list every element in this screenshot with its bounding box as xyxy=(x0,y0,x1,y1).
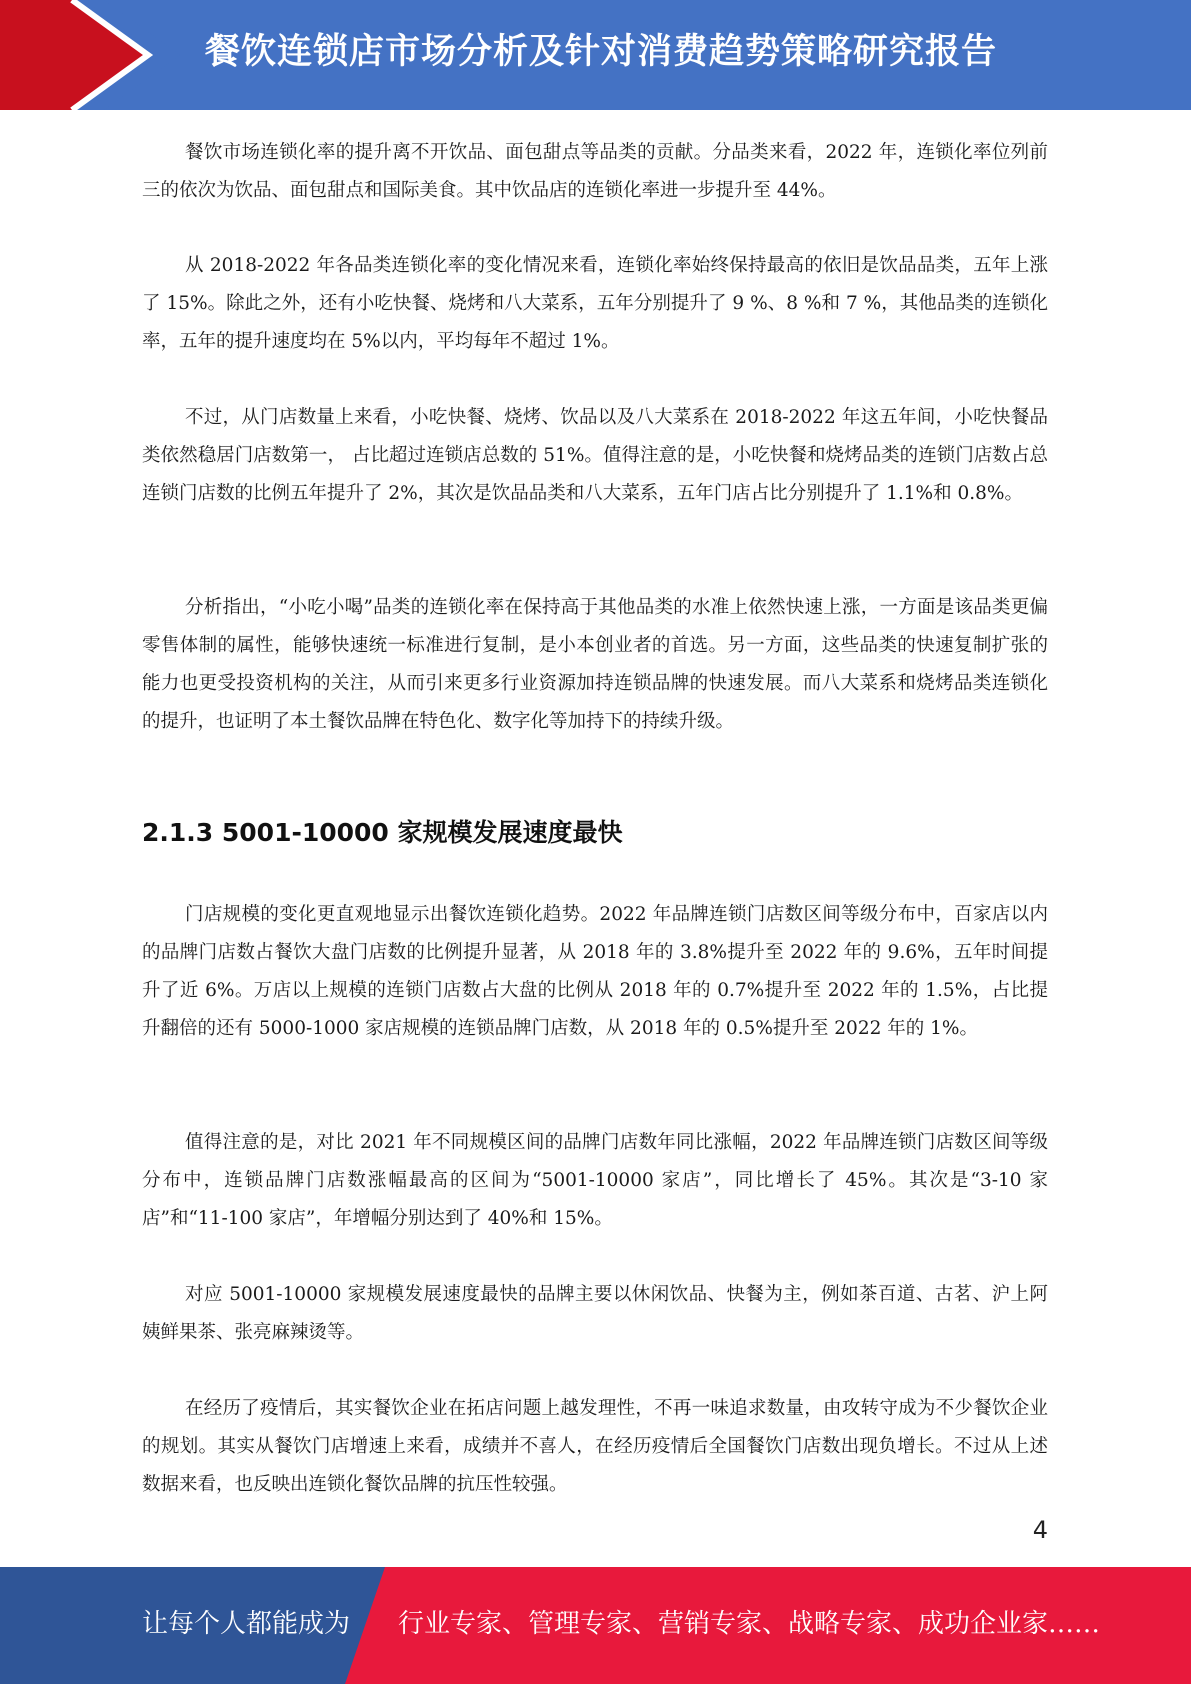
paragraph-4: 分析指出，“小吃小喝”品类的连锁化率在保持高于其他品类的水准上依然快速上涨，一方面是该品类更偏零售体制的属性，能够快速统一标准进行复制，是小本创业者的首选。另一方面，这些品类的快速复制扩张的能力也更受投资机构的关注，从而引来更多行业资源加持连锁品牌的快速发展。而八大菜系和烧烤品类连锁化的提升，也证明了本土餐饮品牌在特色化、数字化等加持下的持续升级。 xyxy=(142,597,1048,732)
section-paragraph-1: 门店规模的变化更直观地显示出餐饮连锁化趋势。2022 年品牌连锁门店数区间等级分布中，百家店以内的品牌门店数占餐饮大盘门店数的比例提升显著，从 2018 年的 3.8%提升至 2022 年的 9.6%，五年时间提升了近 6%。万店以上规模的连锁门店数占大盘的比例从 2018 年的 0.7%提升至 2022 年的 1.5%，占比提升翻倍的还有 5000-1000 家店规模的连锁品牌门店数，从 2018 年的 0.5%提升至 2022 年的 1%。 xyxy=(142,904,1048,1039)
document-title: 餐饮连锁店市场分析及针对消费趋势策略研究报告 xyxy=(205,32,998,72)
section-paragraph-3: 对应 5001-10000 家规模发展速度最快的品牌主要以休闲饮品、快餐为主，例如茶百道、古茗、沪上阿姨鲜果茶、张亮麻辣烫等。 xyxy=(142,1284,1048,1343)
page-number: 4 xyxy=(1032,1516,1048,1544)
footer-slogan-left: 让每个人都能成为 xyxy=(142,1609,351,1639)
paragraph-3: 不过，从门店数量上来看，小吃快餐、烧烤、饮品以及八大菜系在 2018-2022 年这五年间，小吃快餐品类依然稳居门店数第一， 占比超过连锁店总数的 51%。值得注意的是，小吃快餐和烧烤品类的连锁门店数占总连锁门店数的比例五年提升了 2%，其次是饮品品类和八大菜系，五年门店占比分别提升了 1.1%和 0.8%。 xyxy=(142,407,1048,504)
footer-slogan-right: 行业专家、管理专家、营销专家、战略专家、成功企业家…… xyxy=(398,1609,1101,1639)
header-banner xyxy=(0,0,1191,110)
paragraph-2: 从 2018-2022 年各品类连锁化率的变化情况来看，连锁化率始终保持最高的依旧是饮品品类，五年上涨了 15%。除此之外，还有小吃快餐、烧烤和八大菜系，五年分别提升了 9 %、8 %和 7 %，其他品类的连锁化率，五年的提升速度均在 5%以内，平均每年不超过 1%。 xyxy=(142,255,1048,352)
section-paragraph-2: 值得注意的是，对比 2021 年不同规模区间的品牌门店数年同比涨幅，2022 年品牌连锁门店数区间等级分布中，连锁品牌门店数涨幅最高的区间为“5001-10000 家店”，同比增长了 45%。其次是“3-10 家店”和“11-100 家店”，年增幅分别达到了 40%和 15%。 xyxy=(142,1132,1048,1229)
paragraph-1: 餐饮市场连锁化率的提升离不开饮品、面包甜点等品类的贡献。分品类来看，2022 年，连锁化率位列前三的依次为饮品、面包甜点和国际美食。其中饮品店的连锁化率进一步提升至 44%。 xyxy=(142,142,1048,201)
footer-banner xyxy=(0,1567,1191,1684)
section-heading: 2.1.3 5001-10000 家规模发展速度最快 xyxy=(142,818,623,847)
section-paragraph-4: 在经历了疫情后，其实餐饮企业在拓店问题上越发理性，不再一味追求数量，由攻转守成为不少餐饮企业的规划。其实从餐饮门店增速上来看，成绩并不喜人，在经历疫情后全国餐饮门店数出现负增长。不过从上述数据来看，也反映出连锁化餐饮品牌的抗压性较强。 xyxy=(142,1398,1048,1495)
